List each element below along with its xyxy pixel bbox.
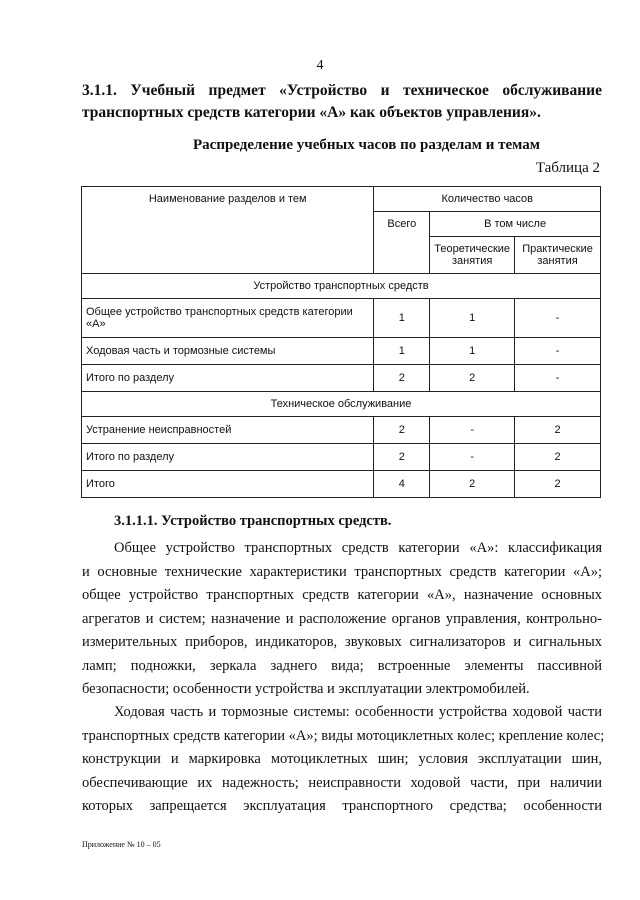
section-title: Устройство транспортных средств — [82, 274, 601, 299]
section-heading — [82, 80, 602, 124]
paragraph-line: измерительных приборов, индикаторов, звуковых сигнализаторов и сигнальных — [82, 634, 602, 650]
section-heading-line-1: 3.1.1. Учебный предмет «Устройство и техническое обслуживание — [82, 82, 602, 99]
paragraph-line: ламп; подножки, зеркала заднего вида; встроенные элементы пассивной — [82, 657, 602, 674]
paragraph-line: агрегатов и систем; назначение и расположение органов управления, контрольно- — [82, 610, 602, 627]
paragraph-line: и основные технические характеристики транспортных средств категории «А»; — [82, 563, 602, 580]
row-total: 2 — [374, 417, 430, 444]
footer-appendix-note: Приложение № 10 – 05 — [82, 840, 161, 849]
header-practice: Практические занятия — [515, 237, 601, 274]
row-name: Итого по разделу — [82, 365, 374, 392]
row-practice: - — [515, 299, 601, 338]
row-total: 2 — [374, 365, 430, 392]
header-total: Всего — [374, 212, 430, 274]
header-hours-count: Количество часов — [374, 187, 601, 212]
paragraph-line: транспортных средств категории «А»; виды мотоциклетных колес; крепление колес; — [82, 727, 605, 744]
paragraph-chassis-brakes — [82, 701, 605, 819]
row-practice: 2 — [515, 417, 601, 444]
subsection-heading: 3.1.1.1. Устройство транспортных средств. — [114, 513, 392, 529]
row-practice: - — [515, 365, 601, 392]
paragraph-line: Ходовая часть и тормозные системы: особенности устройства ходовой части — [114, 704, 602, 720]
section-heading-line-2: транспортных средств категории «А» как объектов управления». — [82, 104, 541, 121]
paragraph-line: обеспечивающие их надежность; неисправности ходовой части, при наличии — [82, 774, 602, 791]
table-caption: Таблица 2 — [535, 160, 600, 176]
table-row — [82, 365, 601, 392]
row-name: Ходовая часть и тормозные системы — [82, 338, 374, 365]
row-total: 4 — [374, 471, 430, 498]
row-practice: - — [515, 338, 601, 365]
page-number: 4 — [316, 58, 324, 73]
row-name: Устранение неисправностей — [82, 417, 374, 444]
header-including: В том числе — [430, 212, 601, 237]
row-name: Итого по разделу — [82, 444, 374, 471]
row-theory: - — [430, 417, 515, 444]
table-row — [82, 444, 601, 471]
paragraph-general-structure — [82, 537, 602, 702]
paragraph-line: безопасности; особенности устройства и эксплуатации электромобилей. — [82, 681, 530, 697]
paragraph-line: конструкции и маркировка мотоциклетных шин; условия эксплуатации шин, — [82, 751, 602, 767]
row-name: Общее устройство транспортных средств категории «А» — [82, 299, 374, 338]
row-name: Итого — [82, 471, 374, 498]
paragraph-line: которых запрещается эксплуатация транспортного средства; особенности — [82, 798, 602, 814]
row-theory: 1 — [430, 299, 515, 338]
paragraph-line: Общее устройство транспортных средств категории «А»: классификация — [114, 540, 602, 556]
row-practice: 2 — [515, 471, 601, 498]
row-theory: 1 — [430, 338, 515, 365]
table-row — [82, 299, 601, 338]
hours-table — [81, 186, 601, 498]
row-theory: - — [430, 444, 515, 471]
row-total: 1 — [374, 338, 430, 365]
table-row — [82, 471, 601, 498]
row-theory: 2 — [430, 471, 515, 498]
row-total: 2 — [374, 444, 430, 471]
header-topic-name: Наименование разделов и тем — [82, 187, 374, 274]
row-theory: 2 — [430, 365, 515, 392]
row-practice: 2 — [515, 444, 601, 471]
section-title: Техническое обслуживание — [82, 392, 601, 417]
header-theory: Теоретические занятия — [430, 237, 515, 274]
row-total: 1 — [374, 299, 430, 338]
table-subtitle: Распределение учебных часов по разделам и темам — [193, 137, 540, 153]
table-row — [82, 417, 601, 444]
paragraph-line: общее устройство транспортных средств категории «А», назначение основных — [82, 587, 602, 603]
table-row — [82, 338, 601, 365]
